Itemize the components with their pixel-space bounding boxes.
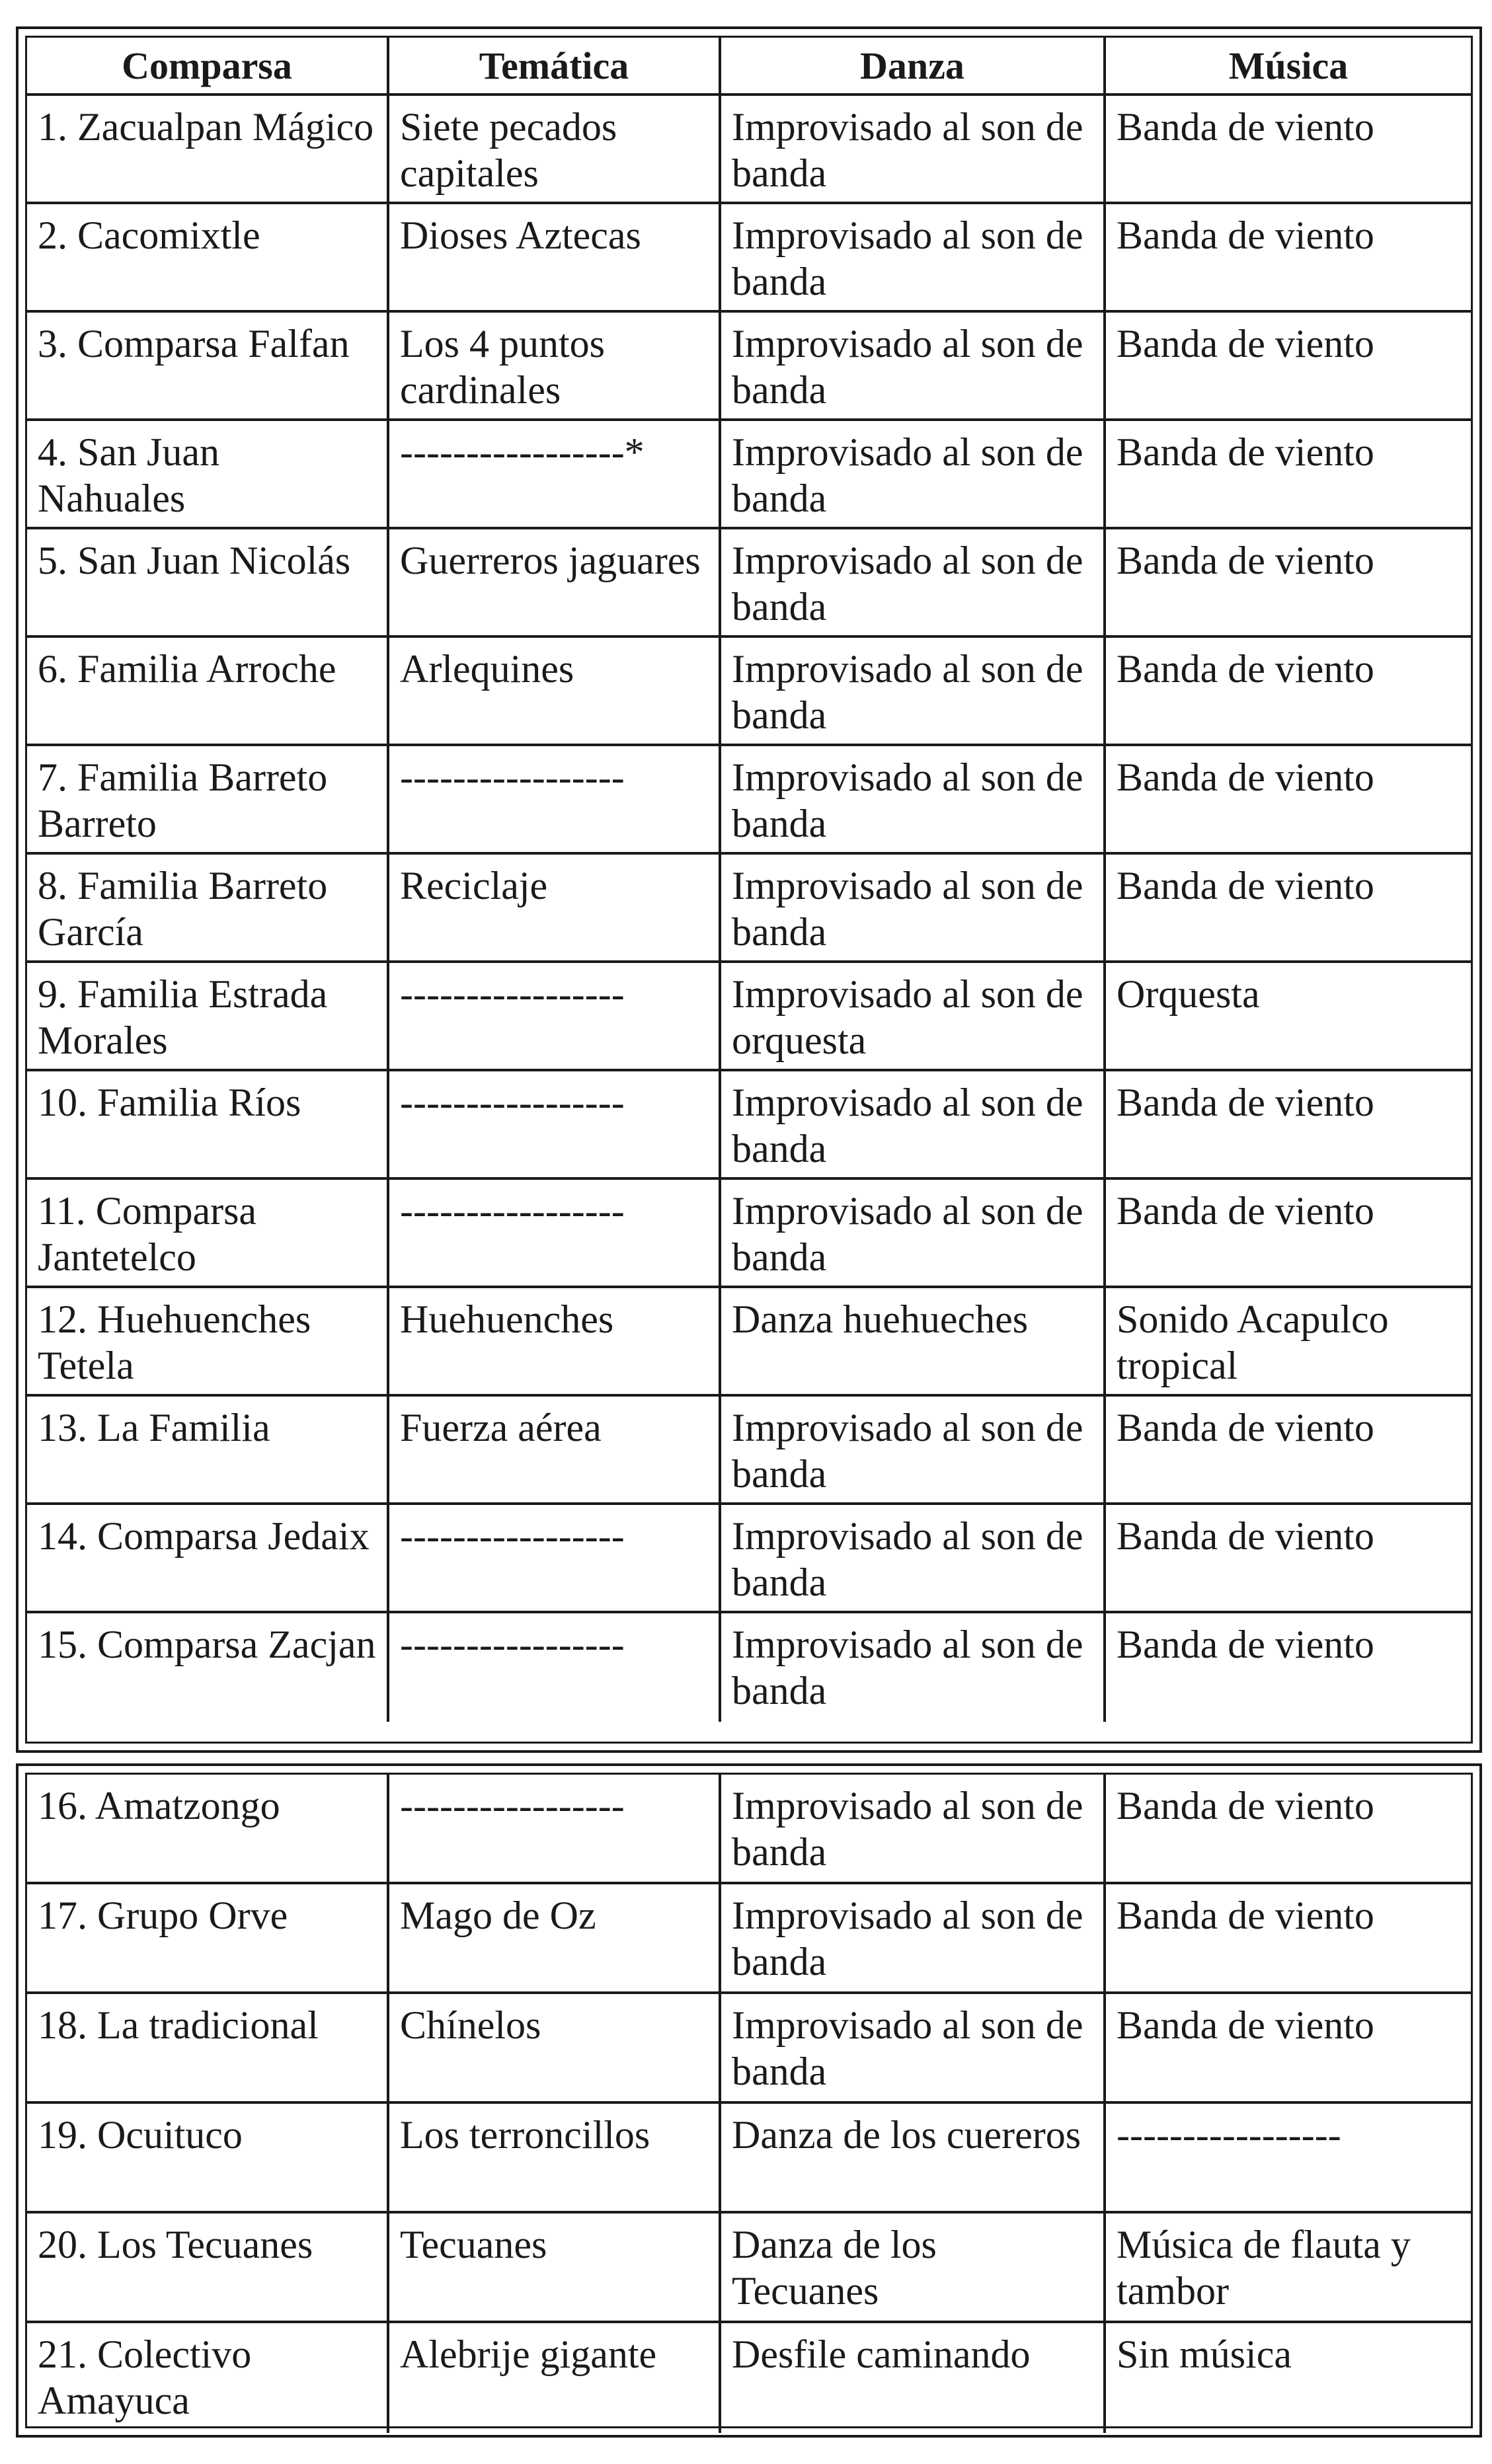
musica-cell: Banda de viento (1117, 1894, 1374, 1937)
tematica-cell: Guerreros jaguares (389, 529, 721, 635)
comparsa-cell: 6. Familia Arroche (27, 638, 389, 744)
comparsa-cell: 14. Comparsa Jedaix (27, 1505, 389, 1611)
table-row (27, 855, 1471, 963)
table-inner-frame (25, 1773, 1473, 2428)
comparsa-cell: 4. San Juan Nahuales (27, 421, 389, 527)
danza-cell: Improvisado al son de banda (721, 1775, 1106, 1882)
tematica-cell: Alebrije gigante (389, 2323, 721, 2433)
comparsa-cell: 1. Zacualpan Mágico (27, 96, 389, 202)
table-row (27, 96, 1471, 204)
tematica-cell: Dioses Aztecas (389, 204, 721, 310)
tematica-cell: ----------------- (389, 746, 721, 852)
musica-cell: Banda de viento (1117, 105, 1374, 149)
danza-cell: Improvisado al son de banda (721, 1071, 1106, 1177)
header-tematica: Temática (389, 38, 721, 93)
table-row (27, 1180, 1471, 1288)
table-row (27, 1884, 1471, 1994)
comparsa-cell: 9. Familia Estrada Morales (27, 963, 389, 1069)
comparsa-cell: 12. Huehuenches Tetela (27, 1288, 389, 1394)
danza-cell: Improvisado al son de banda (721, 1884, 1106, 1991)
table-row (27, 2214, 1471, 2323)
comparsas-table-part-2 (16, 1763, 1482, 2438)
tematica-cell: ----------------- (389, 963, 721, 1069)
table-row (27, 1505, 1471, 1613)
comparsas-table-part-1 (16, 26, 1482, 1753)
danza-cell: Improvisado al son de banda (721, 1613, 1106, 1722)
table-row (27, 1613, 1471, 1722)
tematica-cell: ----------------- (389, 1505, 721, 1611)
musica-cell: Banda de viento (1117, 430, 1374, 474)
comparsa-cell: 8. Familia Barreto García (27, 855, 389, 960)
comparsa-cell: 19. Ocuituco (27, 2104, 389, 2211)
table-row (27, 2323, 1471, 2433)
danza-cell: Danza huehueches (721, 1288, 1106, 1394)
comparsa-cell: 2. Cacomixtle (27, 204, 389, 310)
musica-cell: Banda de viento (1117, 1784, 1374, 1828)
comparsa-cell: 7. Familia Barreto Barreto (27, 746, 389, 852)
tematica-cell: Tecuanes (389, 2214, 721, 2321)
comparsa-cell: 11. Comparsa Jantetelco (27, 1180, 389, 1286)
table-row (27, 313, 1471, 421)
danza-cell: Improvisado al son de banda (721, 1397, 1106, 1502)
table-row (27, 638, 1471, 746)
danza-cell: Improvisado al son de banda (721, 313, 1106, 418)
table-row (27, 963, 1471, 1071)
tematica-cell: Los 4 puntos cardinales (389, 313, 721, 418)
table-row (27, 421, 1471, 529)
tematica-cell: ----------------- (389, 1775, 721, 1882)
comparsa-cell: 16. Amatzongo (27, 1775, 389, 1882)
danza-cell: Improvisado al son de orquesta (721, 963, 1106, 1069)
header-comparsa: Comparsa (27, 38, 389, 93)
tematica-cell: Huehuenches (389, 1288, 721, 1394)
musica-cell: Banda de viento (1117, 1081, 1374, 1124)
table-row (27, 2104, 1471, 2214)
tematica-cell: ----------------- (389, 1180, 721, 1286)
comparsa-cell: 3. Comparsa Falfan (27, 313, 389, 418)
table-row (27, 1994, 1471, 2104)
musica-cell: Música de flauta y tambor (1117, 2223, 1411, 2313)
tematica-cell: Chínelos (389, 1994, 721, 2101)
header-danza: Danza (721, 38, 1106, 93)
table-header-row (27, 38, 1471, 96)
table-row (27, 529, 1471, 638)
musica-cell: Banda de viento (1117, 864, 1374, 907)
musica-cell: Banda de viento (1117, 213, 1374, 257)
tematica-cell: Reciclaje (389, 855, 721, 960)
musica-cell: Banda de viento (1117, 647, 1374, 691)
comparsa-cell: 13. La Familia (27, 1397, 389, 1502)
musica-cell: Banda de viento (1117, 2003, 1374, 2047)
table-row (27, 1071, 1471, 1180)
tematica-cell: Siete pecados capitales (389, 96, 721, 202)
danza-cell: Desfile caminando (721, 2323, 1106, 2433)
tematica-cell: ----------------- (389, 1071, 721, 1177)
comparsa-cell: 18. La tradicional (27, 1994, 389, 2101)
danza-cell: Improvisado al son de banda (721, 421, 1106, 527)
musica-cell: Sin música (1117, 2332, 1292, 2376)
tematica-cell: Mago de Oz (389, 1884, 721, 1991)
musica-cell: Banda de viento (1117, 539, 1374, 582)
musica-cell: Banda de viento (1117, 1406, 1374, 1449)
danza-cell: Improvisado al son de banda (721, 855, 1106, 960)
danza-cell: Improvisado al son de banda (721, 96, 1106, 202)
danza-cell: Improvisado al son de banda (721, 1180, 1106, 1286)
danza-cell: Improvisado al son de banda (721, 1505, 1106, 1611)
comparsa-cell: 21. Colectivo Amayuca (27, 2323, 389, 2433)
musica-cell: Banda de viento (1117, 755, 1374, 799)
table-row (27, 746, 1471, 855)
musica-cell: Banda de viento (1117, 1189, 1374, 1233)
musica-cell: Banda de viento (1117, 1623, 1374, 1666)
table-row (27, 1288, 1471, 1397)
tematica-cell: Fuerza aérea (389, 1397, 721, 1502)
comparsa-cell: 20. Los Tecuanes (27, 2214, 389, 2321)
danza-cell: Improvisado al son de banda (721, 204, 1106, 310)
comparsa-cell: 5. San Juan Nicolás (27, 529, 389, 635)
comparsa-cell: 17. Grupo Orve (27, 1884, 389, 1991)
table-inner-frame (25, 36, 1473, 1744)
musica-cell: Banda de viento (1117, 1514, 1374, 1558)
musica-cell: Sonido Acapulco tropical (1117, 1297, 1389, 1387)
danza-cell: Danza de los cuereros (721, 2104, 1106, 2211)
danza-cell: Improvisado al son de banda (721, 638, 1106, 744)
tematica-cell: ----------------- (389, 1613, 721, 1722)
danza-cell: Improvisado al son de banda (721, 529, 1106, 635)
musica-cell: Banda de viento (1117, 322, 1374, 366)
tematica-cell: Los terroncillos (389, 2104, 721, 2211)
danza-cell: Improvisado al son de banda (721, 1994, 1106, 2101)
header-musica: Música (1228, 44, 1349, 87)
table-row (27, 1775, 1471, 1884)
musica-cell: Orquesta (1117, 972, 1260, 1016)
danza-cell: Danza de los Tecuanes (721, 2214, 1106, 2321)
musica-cell: ----------------- (1117, 2113, 1341, 2157)
danza-cell: Improvisado al son de banda (721, 746, 1106, 852)
table-row (27, 204, 1471, 313)
tematica-cell: Arlequines (389, 638, 721, 744)
comparsa-cell: 10. Familia Ríos (27, 1071, 389, 1177)
tematica-cell: -----------------* (389, 421, 721, 527)
comparsa-cell: 15. Comparsa Zacjan (27, 1613, 389, 1722)
table-row (27, 1397, 1471, 1505)
